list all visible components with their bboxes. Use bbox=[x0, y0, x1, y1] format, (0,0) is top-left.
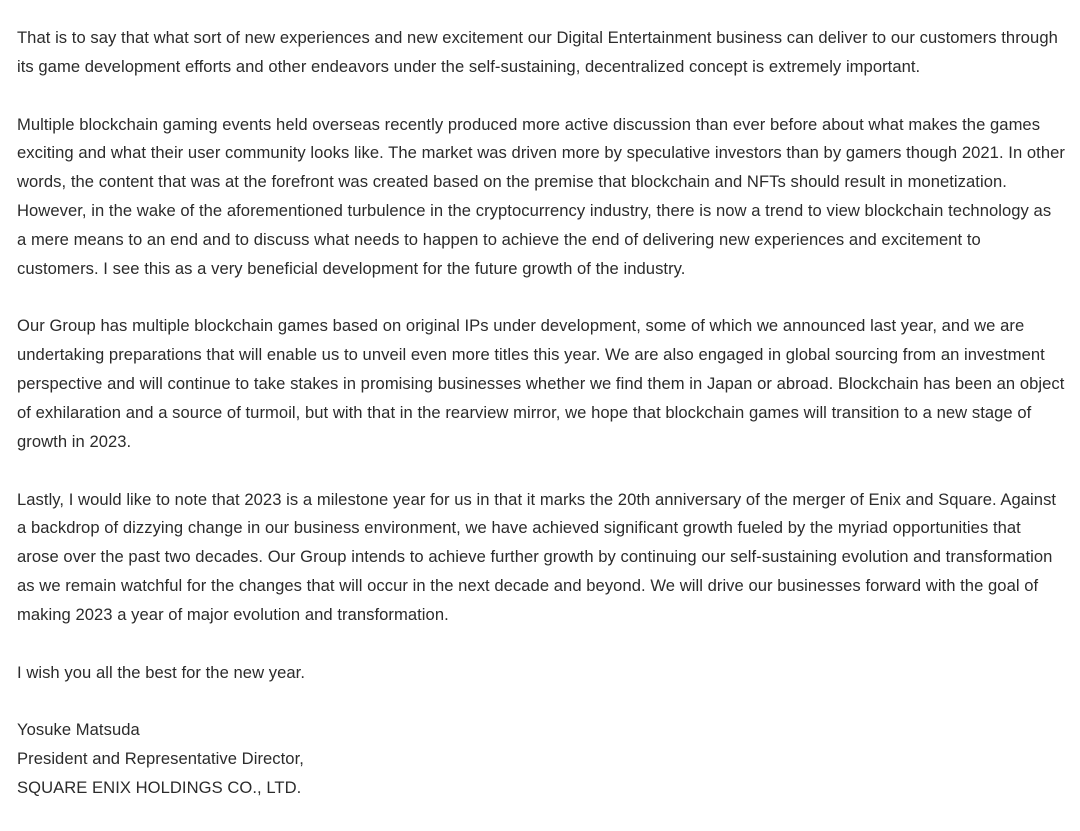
paragraph-blockchain-events: Multiple blockchain gaming events held overseas recently produced more active discussion than ever before about what makes the games exciting and what their user community looks like. The market was driven more by speculative investors than by gamers though 2021. In other words, the content that was at the forefront was created based on the premise that blockchain and NFTs should result in monetization. However, in the wake of the aforementioned turbulence in the cryptocurrency industry, there is now a trend to view blockchain technology as a mere means to an end and to discuss what needs to happen to achieve the end of delivering new experiences and excitement to customers. I see this as a very beneficial development for the future growth of the industry. bbox=[17, 114, 1065, 278]
paragraph-group-blockchain-games: Our Group has multiple blockchain games based on original IPs under development, some of which we announced last year, and we are undertaking preparations that will enable us to unveil even more titles this year. We are also engaged in global sourcing from an investment perspective and will continue to take stakes in promising businesses whether we find them in Japan or abroad. Blockchain has been an object of exhilaration and a source of turmoil, but with that in the rearview mirror, we hope that blockchain games will transition to a new stage of growth in 2023. bbox=[17, 316, 1065, 451]
signature-company: SQUARE ENIX HOLDINGS CO., LTD. bbox=[17, 777, 302, 797]
signature-title: President and Representative Director, bbox=[17, 749, 304, 769]
signature-block bbox=[17, 716, 1065, 803]
signature-name: Yosuke Matsuda bbox=[17, 720, 140, 740]
paragraph-anniversary: Lastly, I would like to note that 2023 is a milestone year for us in that it marks the 20th anniversary of the merger of Enix and Square. Against a backdrop of dizzying change in our business environment, we have achieved significant growth fueled by the myriad opportunities that arose over the past two decades. Our Group intends to achieve further growth by continuing our self-sustaining evolution and transformation as we remain watchful for the changes that will occur in the next decade and beyond. We will drive our businesses forward with the goal of making 2023 a year of major evolution and transformation. bbox=[17, 489, 1057, 624]
paragraph-new-year-wish: I wish you all the best for the new year. bbox=[17, 662, 305, 682]
paragraph-intro: That is to say that what sort of new experiences and new excitement our Digital Entertainment business can deliver to our customers through its game development efforts and other endeavors under the self-sustaining, decentralized concept is extremely important. bbox=[17, 28, 1058, 76]
letter-body bbox=[17, 24, 1065, 803]
